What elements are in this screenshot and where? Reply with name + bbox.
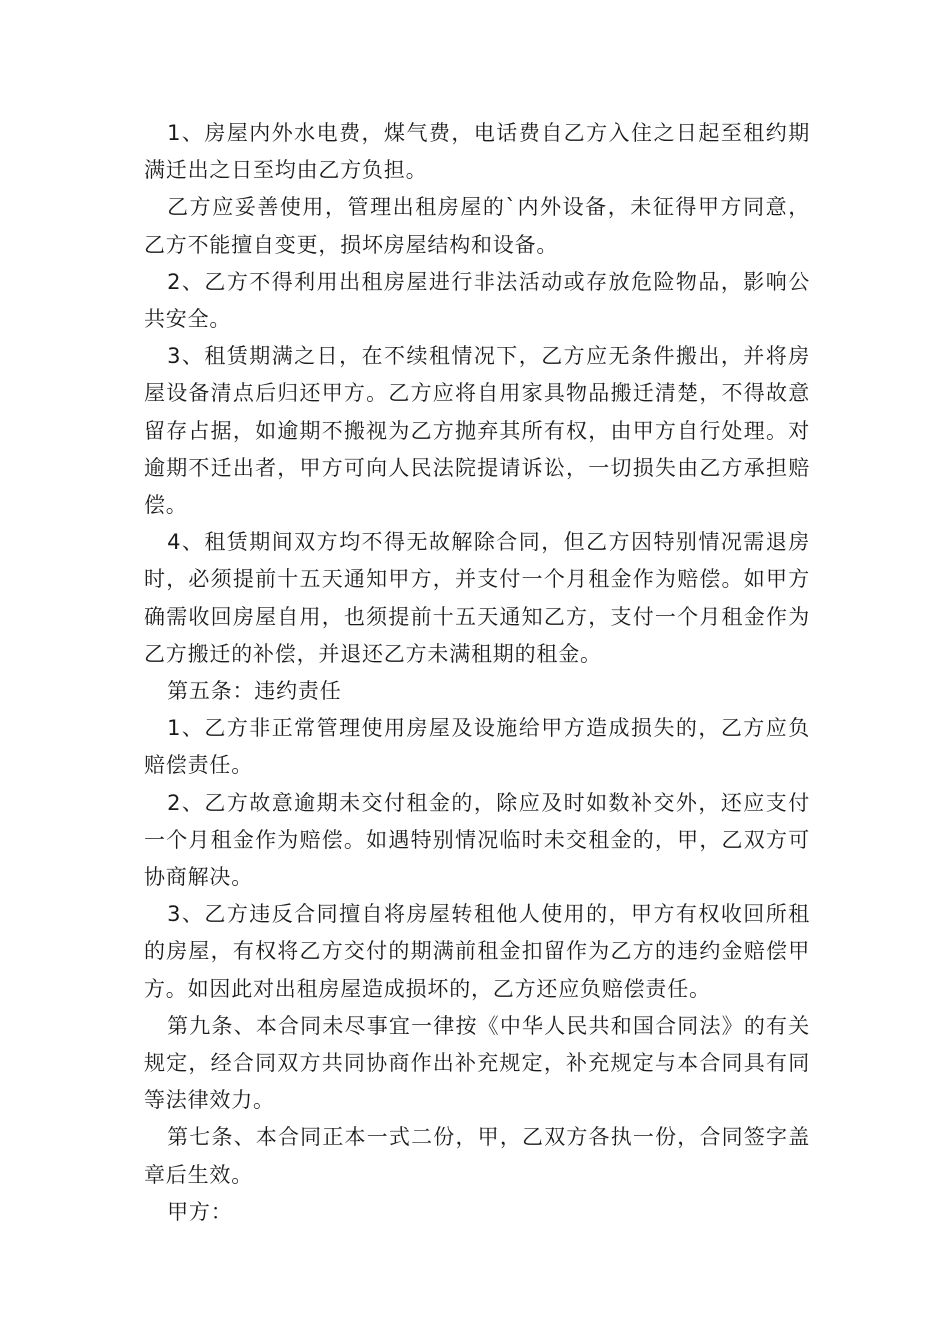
clause-lease-expiry: 3、租赁期满之日，在不续租情况下，乙方应无条件搬出，并将房屋设备清点后归还甲方。乙方应将自用家具物品搬迁清楚，不得故意留存占据，如逾期不搬视为乙方抛弃其所有权，由甲方自行处理。对逾期不迁出者，甲方可向人民法院提请诉讼，一切损失由乙方承担赔偿。 — [144, 344, 810, 518]
clause-no-illegal-activity: 2、乙方不得利用出租房屋进行非法活动或存放危险物品，影响公共安全。 — [144, 269, 810, 332]
signature-party-a: 甲方： — [167, 1199, 233, 1224]
contract-body — [144, 115, 810, 1231]
clause-supplementary: 第九条、本合同未尽事宜一律按《中华人民共和国合同法》的有关规定，经合同双方共同协商作出补充规定，补充规定与本合同具有同等法律效力。 — [144, 1013, 810, 1113]
clause-sublet: 3、乙方违反合同擅自将房屋转租他人使用的，甲方有权收回所租的房屋，有权将乙方交付的期满前租金扣留作为乙方的违约金赔偿甲方。如因此对出租房屋造成损坏的，乙方还应负赔偿责任。 — [144, 902, 810, 1001]
clause-proper-use: 乙方应妥善使用，管理出租房屋的`内外设备，未征得甲方同意，乙方不能擅自变更，损坏房屋结构和设备。 — [144, 195, 810, 257]
clause-utilities: 1、房屋内外水电费，煤气费，电话费自乙方入住之日起至租约期满迁出之日至均由乙方负担。 — [144, 121, 810, 183]
clause-early-termination: 4、租赁期间双方均不得无故解除合同，但乙方因特别情况需退房时，必须提前十五天通知甲方，并支付一个月租金作为赔偿。如甲方确需收回房屋自用，也须提前十五天通知乙方，支付一个月租金作为乙方搬迁的补偿，并退还乙方未满租期的租金。 — [144, 530, 810, 666]
clause-copies: 第七条、本合同正本一式二份，甲，乙双方各执一份，合同签字盖章后生效。 — [144, 1125, 810, 1187]
clause-damage-liability: 1、乙方非正常管理使用房屋及设施给甲方造成损失的，乙方应负赔偿责任。 — [144, 716, 810, 778]
clause-late-rent: 2、乙方故意逾期未交付租金的，除应及时如数补交外，还应支付一个月租金作为赔偿。如遇特别情况临时未交租金的，甲，乙双方可协商解决。 — [144, 790, 810, 890]
section-heading-breach: 第五条：违约责任 — [167, 679, 342, 704]
